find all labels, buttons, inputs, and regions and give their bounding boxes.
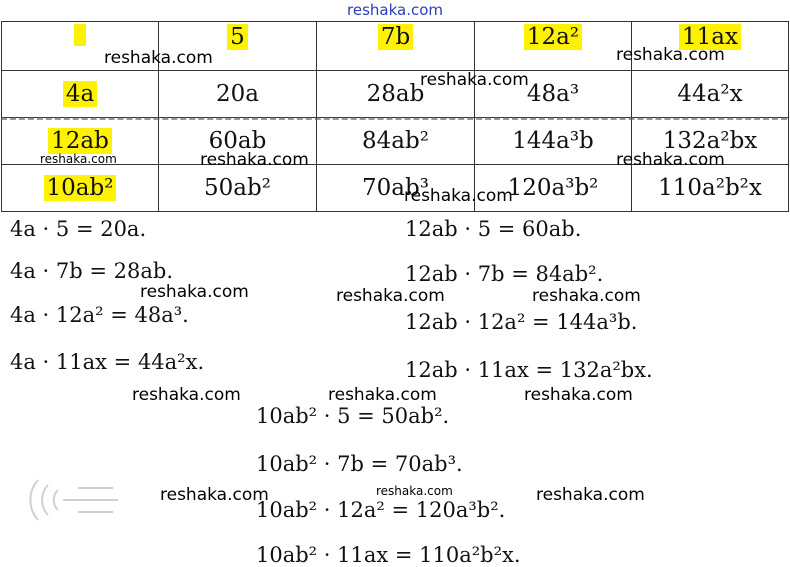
watermark: reshaka.com (200, 150, 309, 170)
equation-line: 10ab² · 7b = 70ab³. (256, 452, 463, 476)
equation-line: 10ab² · 12a² = 120a³b². (256, 498, 506, 522)
table-header-cell: 12a² (475, 22, 632, 71)
table-cell: 132a²bx (632, 118, 789, 165)
table-cell: 44a²x (632, 71, 789, 118)
equation-line: 12ab · 7b = 84ab². (405, 262, 604, 286)
table-cell: 70ab³ (317, 165, 475, 212)
watermark: reshaka.com (328, 385, 437, 405)
equation-line: 4a · 12a² = 48a³. (10, 303, 189, 327)
watermark: reshaka.com (104, 48, 213, 68)
table-cell: 50ab² (159, 165, 317, 212)
watermark: reshaka.com (132, 385, 241, 405)
watermark: reshaka.com (376, 484, 453, 498)
table-row (2, 71, 789, 118)
faded-stamp-icon (18, 460, 128, 540)
table-cell: 48a³ (475, 71, 632, 118)
table-row-header-cell: 10ab² (2, 165, 159, 212)
table-cell: 120a³b² (475, 165, 632, 212)
equation-line: 12ab · 5 = 60ab. (405, 217, 582, 241)
table-cell: 110a²b²x (632, 165, 789, 212)
table-cell: 28ab (317, 71, 475, 118)
equation-line: 4a · 11ax = 44a²x. (10, 350, 205, 374)
highlight-marker (74, 24, 86, 46)
table-cell: 144a³b (475, 118, 632, 165)
table-cell: 60ab (159, 118, 317, 165)
watermark: reshaka.com (336, 286, 445, 306)
watermark: reshaka.com (420, 70, 529, 90)
equation-line: 10ab² · 11ax = 110a²b²x. (256, 543, 521, 567)
watermark: reshaka.com (536, 485, 645, 505)
site-header-link[interactable]: reshaka.com (347, 1, 443, 19)
watermark: reshaka.com (404, 186, 513, 206)
table-row-header-cell: 12ab (2, 118, 159, 165)
watermark: reshaka.com (616, 150, 725, 170)
equation-line: 4a · 5 = 20a. (10, 217, 147, 241)
watermark: reshaka.com (160, 485, 269, 505)
equation-line: 12ab · 12a² = 144a³b. (405, 310, 638, 334)
equation-line: 10ab² · 5 = 50ab². (256, 404, 450, 428)
table-cell: 84ab² (317, 118, 475, 165)
watermark: reshaka.com (140, 282, 249, 302)
dashed-divider (1, 117, 787, 120)
equation-line: 4a · 7b = 28ab. (10, 259, 174, 283)
table-header-cell: 5 (159, 22, 317, 71)
equation-line: 12ab · 11ax = 132a²bx. (405, 358, 653, 382)
watermark: reshaka.com (524, 385, 633, 405)
table-cell: 20a (159, 71, 317, 118)
table-header-cell: 7b (317, 22, 475, 71)
watermark: reshaka.com (616, 45, 725, 65)
table-header-cell: 11ax (632, 22, 789, 71)
table-row (2, 165, 789, 212)
watermark: reshaka.com (40, 152, 117, 166)
table-row-header-cell: 4a (2, 71, 159, 118)
watermark: reshaka.com (532, 286, 641, 306)
